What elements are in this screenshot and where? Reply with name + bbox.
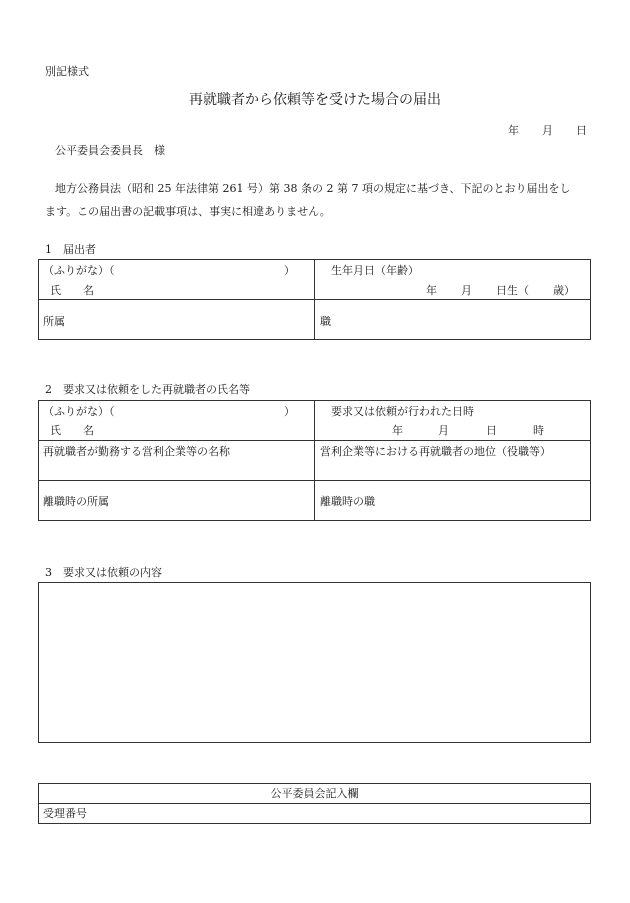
- section2-heading: 2 要求又は依頼をした再就職者の氏名等: [45, 383, 250, 396]
- birth-day-label: 日生（: [496, 284, 529, 297]
- position-label: 職: [320, 315, 331, 328]
- birthdate-label: 生年月日（年齢）: [331, 264, 419, 277]
- section1-name-label: 氏 名: [50, 284, 94, 297]
- request-day-label: 日: [486, 424, 497, 437]
- request-month-label: 月: [438, 424, 449, 437]
- birth-year-label: 年: [426, 284, 437, 297]
- section1-col-divider: [314, 259, 315, 340]
- statement-line-2: ます。この届出書の記載事項は、事実に相違ありません。: [45, 205, 331, 218]
- receipt-number-label: 受理番号: [43, 807, 87, 820]
- birth-month-label: 月: [461, 284, 472, 297]
- section2-name-label: 氏 名: [50, 424, 94, 437]
- request-hour-label: 時: [533, 424, 544, 437]
- request-year-label: 年: [392, 424, 403, 437]
- office-use-divider: [38, 803, 591, 804]
- addressee: 公平委員会委員長 様: [55, 144, 165, 157]
- section3-heading: 3 要求又は依頼の内容: [45, 566, 162, 579]
- form-label: 別記様式: [45, 65, 89, 78]
- section2-furigana-label: （ふりがな）（: [43, 405, 115, 418]
- request-datetime-label: 要求又は依頼が行われた日時: [331, 405, 474, 418]
- date-year-label: 年: [508, 124, 519, 137]
- section1-furigana-close: ）: [284, 264, 295, 277]
- former-affiliation-label: 離職時の所属: [43, 495, 109, 508]
- section2-col-divider: [314, 400, 315, 521]
- section1-furigana-label: （ふりがな）（: [43, 264, 115, 277]
- section2-furigana-close: ）: [284, 405, 295, 418]
- company-position-label: 営利企業等における再就職者の地位（役職等）: [320, 445, 551, 458]
- request-content-box: [38, 582, 591, 743]
- page-title: 再就職者から依頼等を受けた場合の届出: [189, 92, 441, 108]
- section1-heading: 1 届出者: [45, 243, 96, 256]
- affiliation-label: 所属: [43, 315, 65, 328]
- former-position-label: 離職時の職: [320, 495, 375, 508]
- date-month-label: 月: [542, 124, 553, 137]
- birth-age-label: 歳）: [553, 284, 575, 297]
- date-day-label: 日: [576, 124, 587, 137]
- office-use-heading: 公平委員会記入欄: [270, 787, 359, 800]
- statement-line-1: 地方公務員法（昭和 25 年法律第 261 号）第 38 条の 2 第 7 項の規定に基づき、下記のとおり届出をし: [55, 182, 571, 195]
- company-name-label: 再就職者が勤務する営利企業等の名称: [43, 445, 230, 458]
